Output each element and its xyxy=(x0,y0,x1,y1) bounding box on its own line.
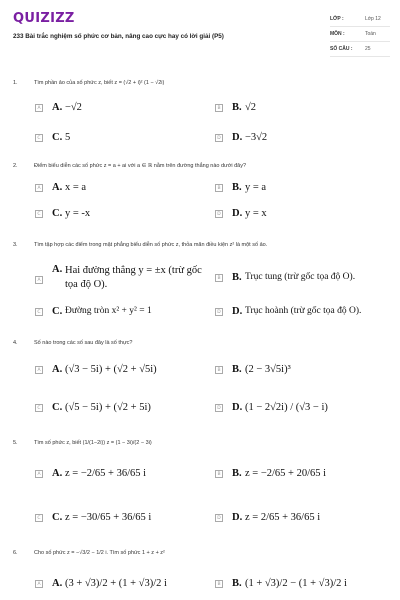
option-text: Đường tròn x² + y² = 1 xyxy=(65,306,152,316)
option-text: y = -x xyxy=(65,208,91,219)
option-text: y = a xyxy=(245,182,267,193)
option-letter-box: B xyxy=(215,274,223,282)
option-label: B. xyxy=(232,578,242,589)
option-letter-box: A xyxy=(35,366,43,374)
option-label: D. xyxy=(232,402,243,413)
option-text: z = −30/65 + 36/65 i xyxy=(65,512,152,523)
option-text: z = −2/65 + 36/65 i xyxy=(65,468,147,479)
question-text: Điểm biểu diễn các số phức z = a + ai với a ∈ ℝ nằm trên đường thẳng nào dưới đây? xyxy=(34,163,247,169)
meta-value: Toán xyxy=(365,31,376,37)
option-a[interactable] xyxy=(35,264,215,296)
meta-label: LỚP : xyxy=(330,16,344,22)
question-number: 6. xyxy=(13,550,18,556)
option-text: z = −2/65 + 20/65 i xyxy=(245,468,327,479)
option-label: C. xyxy=(52,306,63,317)
question-number: 4. xyxy=(13,340,18,346)
option-label: B. xyxy=(232,364,242,375)
option-b[interactable] xyxy=(215,578,395,596)
option-text: z = 2/65 + 36/65 i xyxy=(245,512,321,523)
option-a[interactable] xyxy=(35,578,215,596)
option-letter-box: C xyxy=(35,308,43,316)
meta-subject xyxy=(330,28,390,42)
meta-value: Lớp 12 xyxy=(365,16,381,22)
option-c[interactable] xyxy=(35,402,215,420)
option-label: C. xyxy=(52,132,63,143)
option-label: A. xyxy=(52,182,63,193)
option-label: D. xyxy=(232,512,243,523)
option-letter-box: B xyxy=(215,184,223,192)
option-d[interactable] xyxy=(215,306,397,324)
option-label: A. xyxy=(52,468,63,479)
document-title: 233 Bài trắc nghiệm số phức cơ bản, nâng cao cực hay có lời giải (P5) xyxy=(13,33,224,40)
option-label: C. xyxy=(52,402,63,413)
option-label: B. xyxy=(232,468,242,479)
question-number: 5. xyxy=(13,440,18,446)
option-c[interactable] xyxy=(35,132,215,150)
option-label: D. xyxy=(232,208,243,219)
option-text: (√3 − 5i) + (√2 + √5i) xyxy=(65,364,157,375)
option-text: y = x xyxy=(245,208,267,219)
meta-count xyxy=(330,43,390,57)
option-label: A. xyxy=(52,102,63,113)
question-text: Tìm tập hợp các điểm trong mặt phẳng biểu diễn số phức z, thỏa mãn điều kiện z² là một số ảo. xyxy=(34,242,268,248)
document-header xyxy=(0,0,400,62)
question-text: Tìm số phức z, biết (1/(1−2i)) z = (1 − 3i)/(2 − 3i) xyxy=(34,440,152,446)
option-letter-box: A xyxy=(35,104,43,112)
option-a[interactable] xyxy=(35,468,215,486)
question-number: 3. xyxy=(13,242,18,248)
option-text: −√2 xyxy=(65,102,82,113)
option-text: −3√2 xyxy=(245,132,268,143)
question-text: Tìm phần ảo của số phức z, biết z = (√2 + i)² (1 − √2i) xyxy=(34,80,165,86)
option-label: A. xyxy=(52,364,63,375)
option-a[interactable] xyxy=(35,102,215,120)
option-letter-box: C xyxy=(35,134,43,142)
option-letter-box: A xyxy=(35,580,43,588)
option-c[interactable] xyxy=(35,512,215,530)
option-text: (√5 − 5i) + (√2 + 5i) xyxy=(65,402,151,413)
option-text: Trục tung (trừ gốc tọa độ O). xyxy=(245,272,356,282)
option-letter-box: D xyxy=(215,514,223,522)
option-letter-box: D xyxy=(215,134,223,142)
option-b[interactable] xyxy=(215,364,395,382)
option-text: (3 + √3)/2 + (1 + √3)/2 i xyxy=(65,578,167,589)
option-c[interactable] xyxy=(35,208,215,226)
option-a[interactable] xyxy=(35,182,215,200)
option-text: (1 − 2√2i) / (√3 − i) xyxy=(245,402,328,413)
option-text: x = a xyxy=(65,182,87,193)
option-b[interactable] xyxy=(215,102,395,120)
option-letter-box: B xyxy=(215,470,223,478)
option-letter-box: B xyxy=(215,104,223,112)
option-letter-box: D xyxy=(215,210,223,218)
option-letter-box: B xyxy=(215,580,223,588)
option-text: √2 xyxy=(245,102,257,113)
option-label: B. xyxy=(232,272,242,283)
meta-grade xyxy=(330,13,390,27)
meta-label: SỐ CÂU : xyxy=(330,46,353,52)
question-number: 1. xyxy=(13,80,18,86)
option-text: 5 xyxy=(65,132,71,143)
option-a[interactable] xyxy=(35,364,215,382)
option-b[interactable] xyxy=(215,468,395,486)
quizizz-logo: QUIZIZZ xyxy=(13,11,75,26)
option-letter-box: C xyxy=(35,210,43,218)
option-d[interactable] xyxy=(215,402,395,420)
option-label: B. xyxy=(232,182,242,193)
option-letter-box: D xyxy=(215,308,223,316)
option-b[interactable] xyxy=(215,182,395,200)
meta-value: 25 xyxy=(365,46,371,52)
option-d[interactable] xyxy=(215,132,395,150)
option-d[interactable] xyxy=(215,512,395,530)
option-text: Hai đường thẳng y = ±x (trừ gốc tọa độ O). xyxy=(65,265,202,290)
option-label: C. xyxy=(52,208,63,219)
option-text: (2 − 3√5i)³ xyxy=(245,364,291,375)
option-label: D. xyxy=(232,132,243,143)
option-label: A. xyxy=(52,264,63,275)
question-text: Số nào trong các số sau đây là số thực? xyxy=(34,340,133,346)
option-letter-box: A xyxy=(35,470,43,478)
option-text: (1 + √3)/2 − (1 + √3)/2 i xyxy=(245,578,347,589)
option-text: Trục hoành (trừ gốc tọa độ O). xyxy=(245,306,362,316)
option-b[interactable] xyxy=(215,272,397,290)
option-letter-box: C xyxy=(35,404,43,412)
question-number: 2. xyxy=(13,163,18,169)
option-letter-box: C xyxy=(35,514,43,522)
option-d[interactable] xyxy=(215,208,395,226)
option-letter-box: B xyxy=(215,366,223,374)
option-label: A. xyxy=(52,578,63,589)
option-c[interactable] xyxy=(35,306,215,324)
option-letter-box: D xyxy=(215,404,223,412)
option-label: C. xyxy=(52,512,63,523)
option-label: D. xyxy=(232,306,243,317)
question-text: Cho số phức z = −√3/2 − 1/2 i. Tìm số phức 1 + z + z² xyxy=(34,550,165,556)
option-letter-box: A xyxy=(35,184,43,192)
option-letter-box: A xyxy=(35,276,43,284)
meta-label: MÔN : xyxy=(330,31,345,37)
option-label: B. xyxy=(232,102,242,113)
